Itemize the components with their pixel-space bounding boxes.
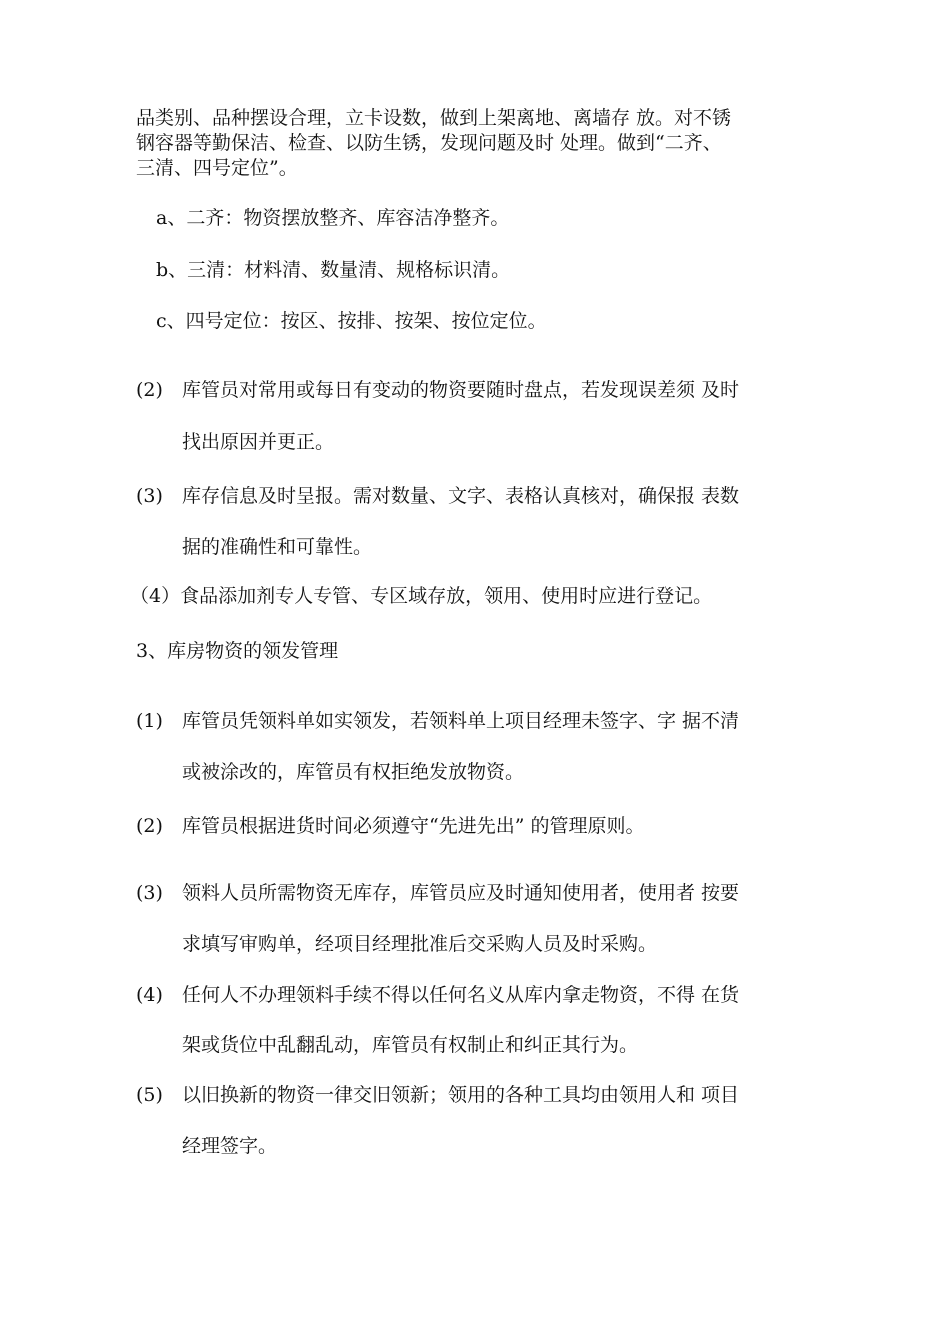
item-number: (3) xyxy=(136,485,163,507)
list-item-line-1: 库管员凭领料单如实领发，若领料单上项目经理未签字、字 据不清 xyxy=(182,710,740,732)
intro-line-1: 品类别、品种摆设合理，立卡设数，做到上架离地、离墙存 放。对不锈 xyxy=(136,107,732,129)
list-item-line-1: 库管员对常用或每日有变动的物资要随时盘点，若发现误差须 及时 xyxy=(182,379,740,401)
item-number: (1) xyxy=(136,710,163,732)
list-item-line-1: 任何人不办理领料手续不得以任何名义从库内拿走物资，不得 在货 xyxy=(182,984,740,1006)
item-number: (2) xyxy=(136,815,163,837)
list-item-line-2: 求填写审购单，经项目经理批准后交采购人员及时采购。 xyxy=(182,933,658,955)
list-item-line-1: 领料人员所需物资无库存，库管员应及时通知使用者，使用者 按要 xyxy=(182,882,740,904)
sub-item-a: a、二齐：物资摆放整齐、库容洁净整齐。 xyxy=(156,207,510,229)
sub-item-b: b、三清：材料清、数量清、规格标识清。 xyxy=(156,259,511,281)
sub-item-c: c、四号定位：按区、按排、按架、按位定位。 xyxy=(156,310,547,332)
item-4: （4）食品添加剂专人专管、专区域存放，领用、使用时应进行登记。 xyxy=(130,585,713,607)
intro-line-3: 三清、四号定位”。 xyxy=(136,157,298,179)
list-item-line-2: 架或货位中乱翻乱动，库管员有权制止和纠正其行为。 xyxy=(182,1034,639,1056)
intro-line-2: 钢容器等勤保洁、检查、以防生锈，发现问题及时 处理。做到“二齐、 xyxy=(136,132,722,154)
list-item-line-2: 经理签字。 xyxy=(182,1135,278,1157)
list-item-line-1: 库管员根据进货时间必须遵守“先进先出” 的管理原则。 xyxy=(182,815,645,837)
list-item-line-2: 找出原因并更正。 xyxy=(182,431,335,453)
item-number: (3) xyxy=(136,882,163,904)
list-item-line-2: 据的准确性和可靠性。 xyxy=(182,536,373,558)
item-number: (5) xyxy=(136,1084,163,1106)
section-heading: 3、库房物资的领发管理 xyxy=(136,640,339,662)
list-item-line-1: 库存信息及时呈报。需对数量、文字、表格认真核对，确保报 表数 xyxy=(182,485,740,507)
item-number: (4) xyxy=(136,984,163,1006)
item-number: (2) xyxy=(136,379,163,401)
list-item-line-2: 或被涂改的，库管员有权拒绝发放物资。 xyxy=(182,761,525,783)
list-item-line-1: 以旧换新的物资一律交旧领新；领用的各种工具均由领用人和 项目 xyxy=(182,1084,740,1106)
